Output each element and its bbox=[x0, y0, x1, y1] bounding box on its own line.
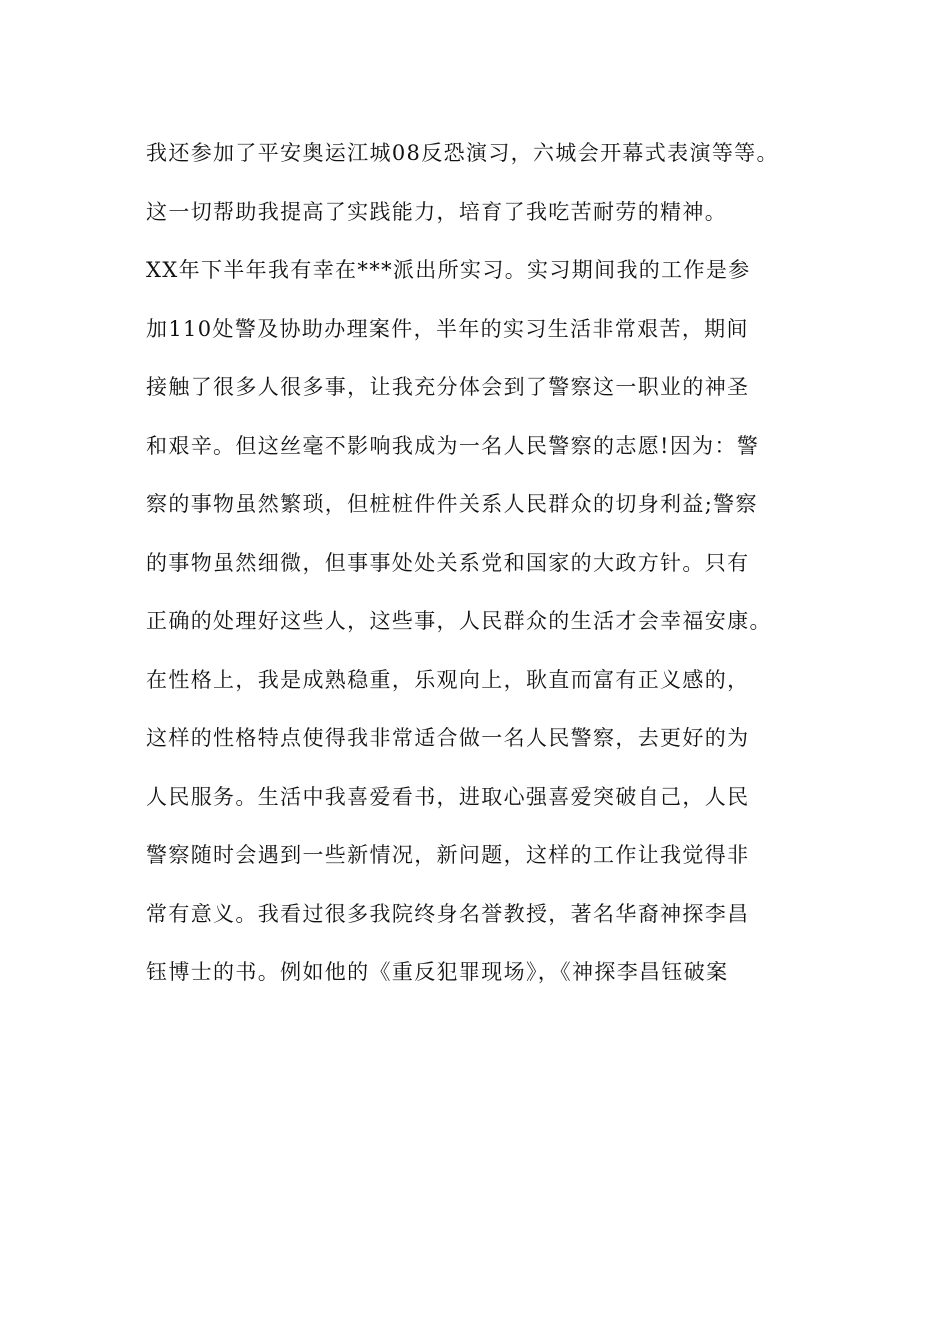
text-line: 在性格上，我是成熟稳重，乐观向上，耿直而富有正义感的， bbox=[146, 667, 750, 692]
text-line: 正确的处理好这些人，这些事，人民群众的生活才会幸福安康。 bbox=[146, 609, 772, 633]
text-line: 钰博士的书。例如他的《重反犯罪现场》，《神探李昌钰破案 bbox=[146, 960, 729, 984]
text-line: 和艰辛。但这丝毫不影响我成为一名人民警察的志愿!因为：警 bbox=[146, 433, 760, 458]
text-line: 警察随时会遇到一些新情况，新问题，这样的工作让我觉得非 bbox=[146, 843, 750, 867]
text-line: 常有意义。我看过很多我院终身名誉教授，著名华裔神探李昌 bbox=[146, 901, 750, 926]
text-line: 我还参加了平安奥运江城08反恐演习，六城会开幕式表演等等。 bbox=[146, 141, 779, 165]
text-line: 的事物虽然细微，但事事处处关系党和国家的大政方针。只有 bbox=[146, 550, 750, 575]
text-line: 接触了很多人很多事，让我充分体会到了警察这一职业的神圣 bbox=[146, 375, 750, 399]
text-line: 察的事物虽然繁琐，但桩桩件件关系人民群众的切身利益;警察 bbox=[146, 492, 758, 516]
body-text bbox=[146, 133, 836, 1011]
text-line: 人民服务。生活中我喜爱看书，进取心强喜爱突破自己，人民 bbox=[146, 784, 750, 809]
text-line: XX年下半年我有幸在***派出所实习。实习期间我的工作是参 bbox=[146, 258, 751, 282]
text-line: 这一切帮助我提高了实践能力，培育了我吃苦耐劳的精神。 bbox=[146, 199, 728, 224]
text-line: 加110处警及协助办理案件，半年的实习生活非常艰苦，期间 bbox=[146, 316, 749, 341]
text-line: 这样的性格特点使得我非常适合做一名人民警察，去更好的为 bbox=[146, 726, 750, 750]
